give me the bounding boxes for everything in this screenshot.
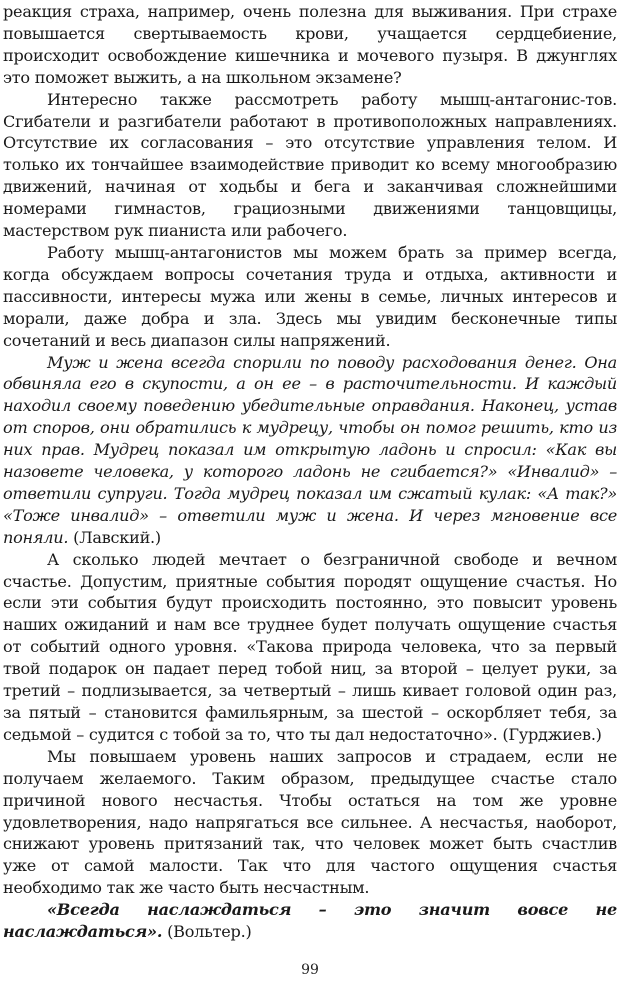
paragraph-antagonist-muscles: Интересно также рассмотреть работу мышц-антагонис-тов. Сгибатели и разгибатели работают в противоположных направлениях. Отсутствие их согласования – это отсутствие управления телом. И только их тончайшее взаимодействие приводит ко всему многообразию движений, начиная от ходьбы и бега и заканчивая сложнейшими номерами гимнастов, грациозными движениями танцовщицы, мастерством рук пианиста или рабочего. bbox=[3, 89, 617, 241]
quote-source: (Вольтер.) bbox=[162, 922, 252, 942]
paragraph-parable bbox=[3, 352, 617, 549]
body-text bbox=[3, 1, 617, 943]
paragraph-fear-reaction: реакция страха, например, очень полезна для выживания. При страхе повышается свертываемость крови, учащается сердцебиение, происходит освобождение кишечника и мочевого пузыря. В джунглях это поможет выжить, а на школьном экзамене? bbox=[3, 2, 617, 87]
parable-text: Муж и жена всегда спорили по поводу расходования денег. Она обвиняла его в скупости, а он ее – в расточительности. И каждый находил своему поведению убедительные оправдания. Наконец, устав от споров, они обратились к мудрецу, чтобы он помог решить, кто из них прав. Мудрец показал им открытую ладонь и спросил: «Как вы назовете человека, у которого ладонь не сгибается?» «Инвалид» – ответили супруги. Тогда мудрец показал им сжатый кулак: «А так?» «Тоже инвалид» – ответили муж и жена. И через мгновение все поняли. bbox=[3, 352, 617, 547]
paragraph-expectations: Мы повышаем уровень наших запросов и страдаем, если не получаем желаемого. Таким образом, предыдущее счастье стало причиной нового несчастья. Чтобы остаться на том же уровне удовлетворения, надо напрягаться все сильнее. А несчастья, наоборот, снижают уровень притязаний так, что человек может быть счастлив уже от самой малости. Так что для частого ощущения счастья необходимо так же часто быть несчастным. bbox=[3, 746, 617, 898]
paragraph-happiness: А сколько людей мечтает о безграничной свободе и вечном счастье. Допустим, приятные события породят ощущение счастья. Но если эти события будут происходить постоянно, это повысит уровень наших ожиданий и нам все труднее будет получать ощущение счастья от событий одного уровня. «Такова природа человека, что за первый твой подарок он падает перед тобой ниц, за второй – целует руки, за третий – подлизывается, за четвертый – лишь кивает головой один раз, за пятый – становится фамильярным, за шестой – оскорбляет тебя, за седьмой – судится с тобой за то, что ты дал недостаточно». (Гурджиев.) bbox=[3, 549, 617, 744]
paragraph-antagonist-example: Работу мышц-антагонистов мы можем брать за пример всегда, когда обсуждаем вопросы сочетания труда и отдыха, активности и пассивности, интересы мужа или жены в семье, личных интересов и морали, даже добра и зла. Здесь мы увидим бесконечные типы сочетаний и весь диапазон силы напряжений. bbox=[3, 242, 617, 350]
page-number: 99 bbox=[301, 962, 319, 978]
parable-source: (Лавский.) bbox=[68, 527, 161, 547]
quote-text: «Всегда наслаждаться – это значит вовсе не наслаждаться». bbox=[3, 900, 617, 942]
paragraph-voltaire-quote bbox=[3, 899, 617, 943]
